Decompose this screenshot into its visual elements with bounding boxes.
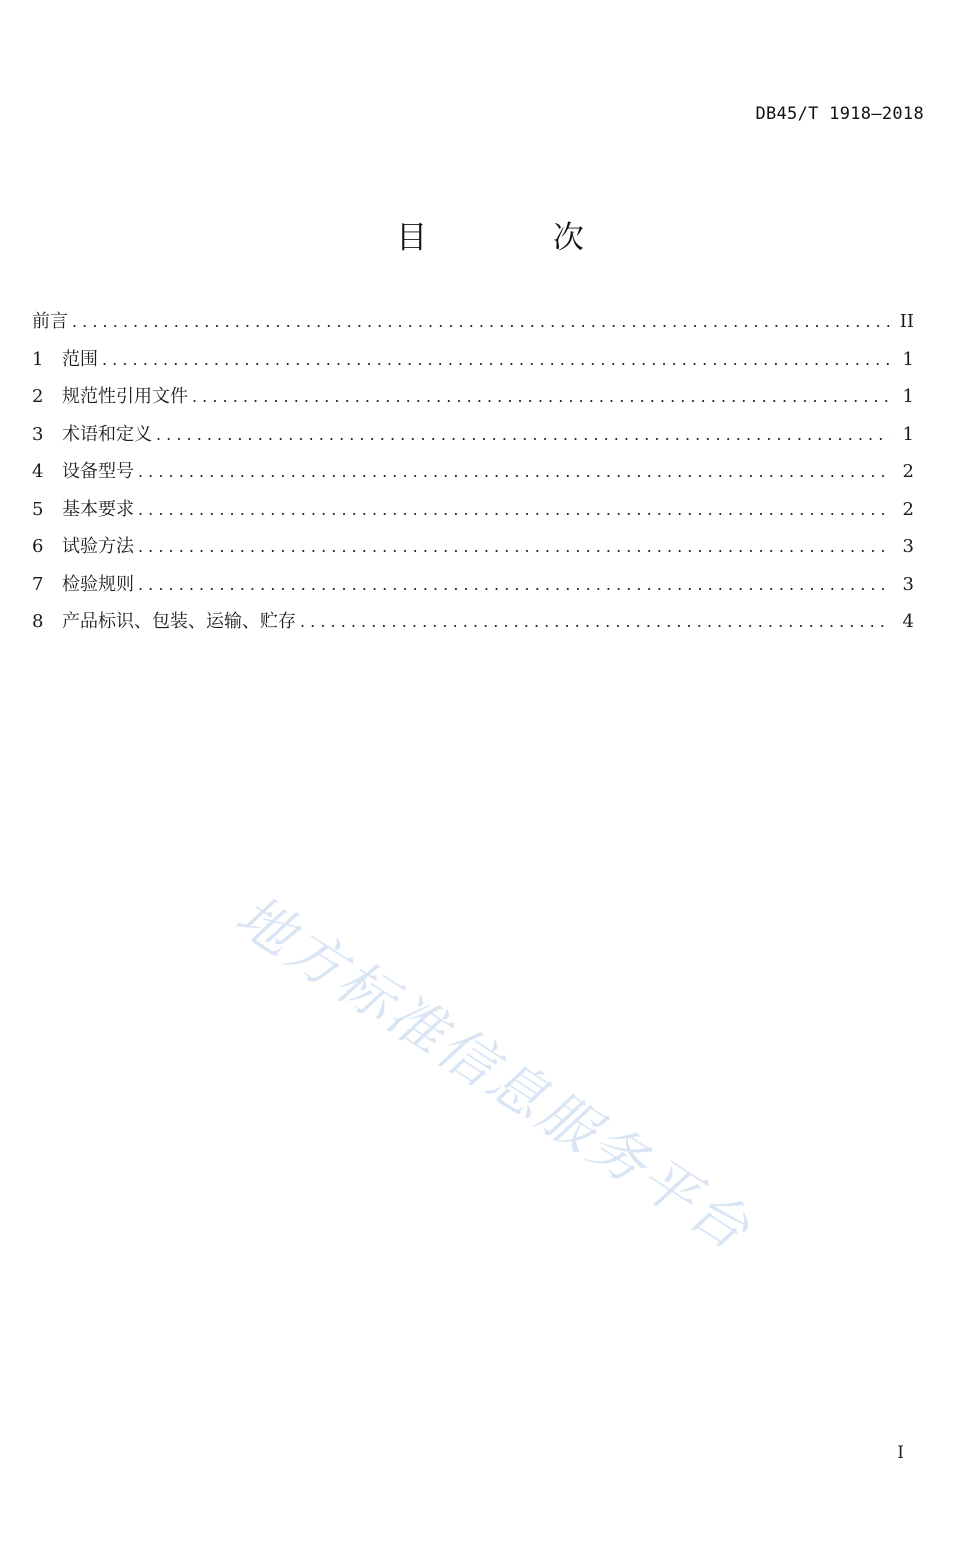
toc-dot-leader [138,569,890,601]
toc-entry-number: 4 [32,461,44,482]
toc-entry-number: 6 [32,536,44,557]
toc-dot-leader [138,531,890,563]
toc-entry-number: 7 [32,573,44,595]
watermark: 地方标准信息服务平台 [224,883,763,1265]
toc-dot-leader [102,344,890,376]
toc-entry-page: II [899,311,914,332]
toc-entry-label: 规范性引用文件 [62,386,188,407]
toc-entry-number: 3 [32,423,44,445]
toc-entry-foreword[interactable] [32,306,914,344]
page-number: I [897,1443,904,1463]
toc-dot-leader [138,456,890,488]
toc-entry-number: 5 [32,498,44,520]
toc-entry-page: 1 [902,423,914,445]
toc-dot-leader [156,419,890,451]
toc-entry-scope[interactable] [32,344,914,382]
toc-entry-label: 术语和定义 [62,423,152,445]
toc-dot-leader [138,494,890,526]
document-code: DB45/T 1918—2018 [755,104,924,124]
toc-entry-label: 设备型号 [62,461,134,482]
toc-entry-equipment-model[interactable] [32,456,914,494]
toc-entry-label: 基本要求 [62,498,134,520]
toc-entry-number: 2 [32,386,44,407]
toc-dot-leader [300,606,890,638]
toc-entry-label: 范围 [62,348,98,370]
toc-dot-leader [72,306,890,338]
toc-entry-marking-packaging[interactable] [32,606,914,644]
toc-entry-label: 产品标识、包装、运输、贮存 [62,611,296,632]
toc-entry-inspection-rules[interactable] [32,569,914,607]
table-of-contents [32,306,914,644]
toc-entry-page: 1 [902,348,914,370]
toc-entry-page: 2 [902,461,914,482]
toc-entry-page: 4 [902,611,914,632]
toc-entry-basic-requirements[interactable] [32,494,914,532]
toc-entry-page: 2 [902,498,914,520]
toc-entry-label: 检验规则 [62,573,134,595]
toc-entry-number: 8 [32,611,44,632]
toc-entry-page: 1 [902,386,914,407]
toc-dot-leader [192,381,890,413]
toc-entry-page: 3 [902,573,914,595]
toc-entry-number: 1 [32,348,44,370]
toc-title: 目 次 [396,220,642,256]
toc-entry-normative-references[interactable] [32,381,914,419]
toc-entry-test-methods[interactable] [32,531,914,569]
toc-entry-page: 3 [902,536,914,557]
toc-entry-label: 试验方法 [62,536,134,557]
toc-entry-label: 前言 [32,311,68,332]
toc-entry-terms-definitions[interactable] [32,419,914,457]
